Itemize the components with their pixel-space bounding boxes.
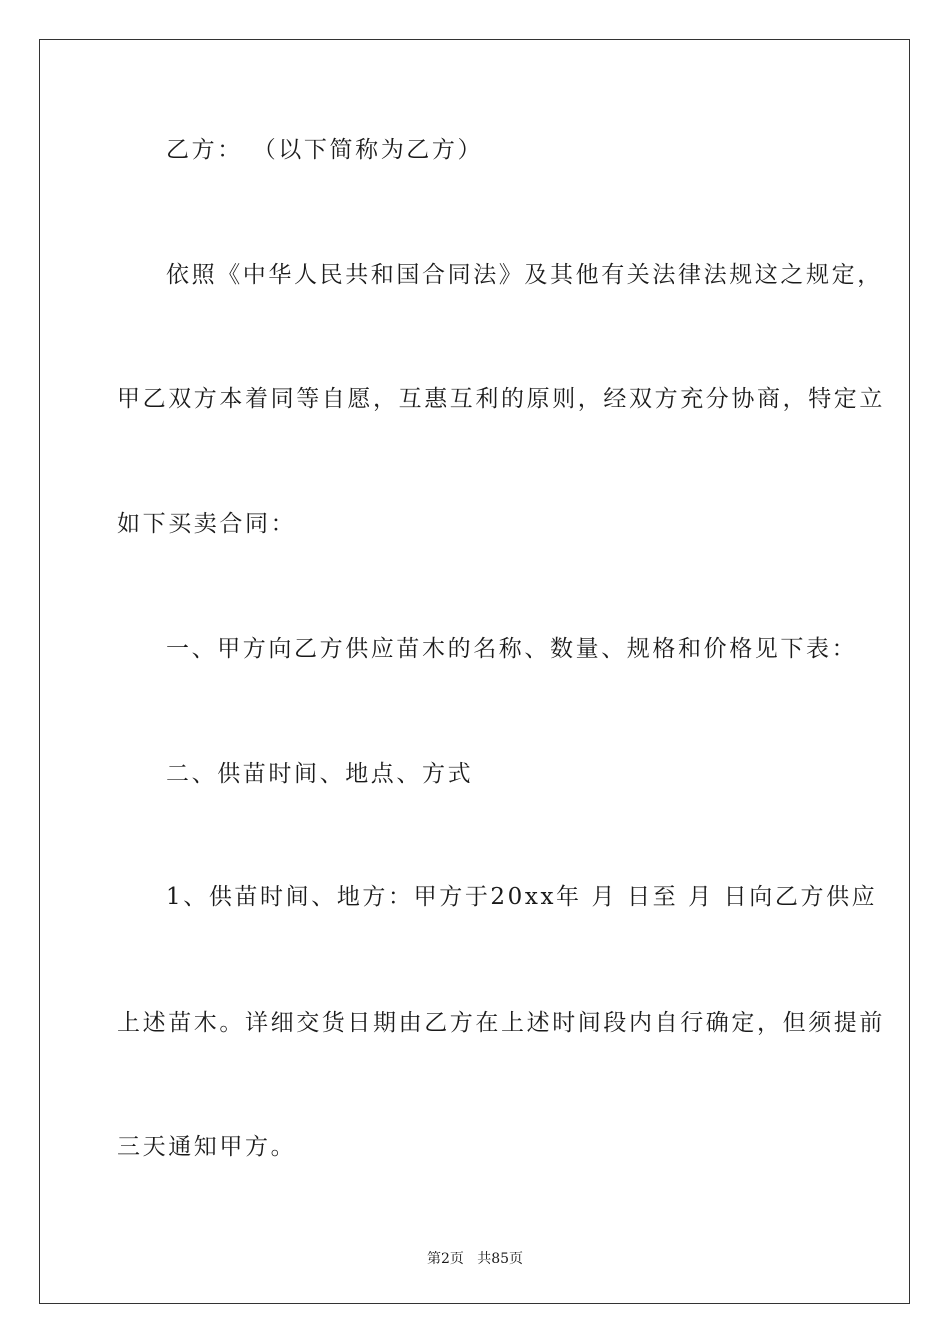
paragraph-principle: 甲乙双方本着同等自愿，互惠互利的原则，经双方充分协商，特定立 (117, 386, 885, 412)
clause-1-heading: 一、甲方向乙方供应苗木的名称、数量、规格和价格见下表： (166, 636, 858, 662)
clause-2-item-1-end: 三天通知甲方。 (117, 1134, 297, 1160)
party-b-line: 乙方： （以下简称为乙方） (166, 137, 484, 163)
clause-2-item-1-cont: 上述苗木。详细交货日期由乙方在上述时间段内自行确定，但须提前 (117, 1010, 885, 1036)
paragraph-legal-basis: 依照《中华人民共和国合同法》及其他有关法律法规这之规定， (166, 262, 883, 288)
page-border (39, 39, 910, 1304)
paragraph-contract-intro: 如下买卖合同： (117, 511, 297, 537)
clause-2-heading: 二、供苗时间、地点、方式 (166, 761, 474, 787)
page-number-footer: 第2页 共85页 (426, 1251, 524, 1267)
clause-2-item-1: 1、供苗时间、地方：甲方于20xx年 月 日至 月 日向乙方供应 (166, 884, 878, 910)
